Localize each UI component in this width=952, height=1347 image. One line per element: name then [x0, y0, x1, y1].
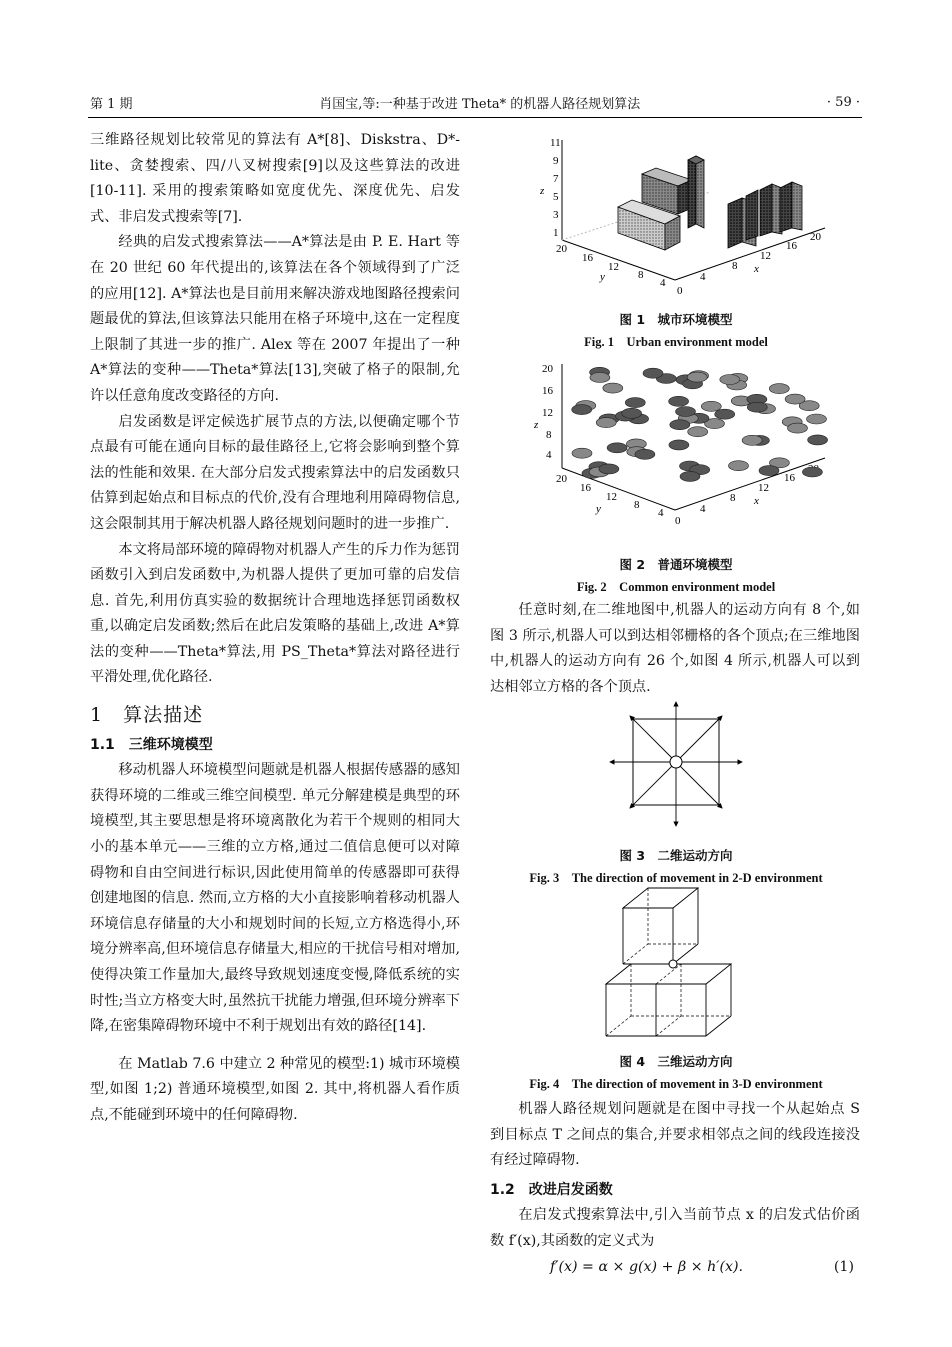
y-tick: 0 [675, 515, 681, 527]
x-axis-label: x [754, 495, 759, 507]
paragraph: 在 Matlab 7.6 中建立 2 种常见的模型:1) 城市环境模型,如图 1;2) 普通环境模型,如图 2. 其中,将机器人看作质点,不能碰到环境中的任何障碍物. [90, 1055, 460, 1123]
x-tick: 16 [784, 472, 795, 484]
z-tick: 1 [553, 227, 559, 239]
obstacle-disc [572, 405, 592, 415]
paragraph: 本文将局部环境的障碍物对机器人产生的斥力作为惩罚函数引入到启发函数中,为机器人提供了更加可靠的启发信息. 首先,利用仿真实验的数据统计合理地选择惩罚函数权重,以确定启发函数;然后在此启发策略的基础上,改进 A*算法的变种——Theta*算法,用 PS_Theta*算法对路径进行平滑处理,优化路径. [90, 541, 460, 686]
obstacle-disc [747, 402, 767, 412]
obstacle-disc [670, 420, 690, 430]
figure-1-caption-en: Fig. 1 Urban environment model [584, 335, 768, 349]
y-tick: 0 [677, 285, 683, 297]
obstacle-disc [635, 449, 655, 459]
z-tick: 12 [542, 407, 553, 419]
obstacle-disc [643, 368, 663, 378]
figure-2-caption-cn: 图 2 普通环境模型 [619, 557, 733, 572]
x-axis-label: x [754, 263, 759, 275]
z-tick: 16 [542, 385, 553, 397]
obstacle-disc [701, 401, 721, 411]
obstacle-disc [596, 418, 616, 428]
header-rule [88, 117, 862, 118]
figure-4-caption-cn: 图 4 三维运动方向 [619, 1054, 733, 1069]
subsection-heading: 1.2 改进启发函数 [490, 1181, 613, 1198]
obstacle-disc [729, 461, 749, 471]
y-tick: 8 [638, 269, 644, 281]
x-tick: 20 [810, 231, 821, 243]
figure-4-3d-directions [598, 886, 754, 1038]
z-tick: 11 [550, 137, 561, 149]
paragraph: 启发函数是评定候选扩展节点的方法,以便确定哪个节点最有可能在通向目标的最佳路径上,它将会影响到整个算法的性能和效果. 在大部分启发式搜索算法中的启发函数只估算到起始点和目标点的代价,没有合理地利用障碍物信息,这会限制其用于解决机器人路径规划问题时的进一步推广. [90, 413, 460, 532]
obstacle-disc [603, 383, 623, 393]
left-column [90, 128, 460, 1129]
y-tick: 20 [556, 473, 567, 485]
page-number: · 59 · [826, 94, 860, 110]
z-tick: 7 [553, 173, 559, 185]
obstacle-disc [669, 396, 689, 406]
figure-3-caption-en: Fig. 3 The direction of movement in 2-D environment [529, 871, 823, 885]
obstacle-disc [607, 443, 627, 453]
y-axis-label: y [596, 503, 601, 515]
y-tick: 4 [658, 507, 664, 519]
obstacle-disc [808, 435, 828, 445]
obstacle-disc [669, 440, 689, 450]
obstacle-disc [788, 423, 808, 433]
paragraph: 机器人路径规划问题就是在图中寻找一个从起始点 S 到目标点 T 之间点的集合,并要求相邻点之间的线段连接没有经过障碍物. [490, 1101, 860, 1169]
figure-2-common-model [520, 358, 850, 538]
figure-1-caption-cn: 图 1 城市环境模型 [619, 312, 733, 327]
equation-number: (1) [833, 1258, 854, 1275]
obstacle-disc [680, 471, 700, 481]
paragraph: 经典的启发式搜索算法——A*算法是由 P. E. Hart 等在 20 世纪 60 年代提出的,该算法在各个领域得到了广泛的应用[12]. A*算法也是目前用来解决游戏地图路径搜索问题最优的算法,但该算法只能用在格子环境中,这在一定程度上限制了其进一步的推广. Alex 等在 2007 年提出了一种 A*算法的变种——Theta*算法[13],突破了格子的限制,允许以任意角度改变路径的方向. [90, 234, 460, 404]
z-axis-label: z [534, 419, 539, 431]
z-tick: 4 [546, 449, 552, 461]
y-tick: 12 [606, 491, 617, 503]
obstacle-disc [759, 466, 779, 476]
y-tick: 16 [580, 482, 591, 494]
obstacle-disc [715, 409, 735, 419]
z-tick: 9 [553, 155, 559, 167]
obstacle-discs [572, 367, 828, 481]
right-column-lower [490, 1097, 860, 1280]
obstacle-disc [785, 394, 805, 404]
page-header [90, 92, 860, 112]
x-tick: 4 [700, 271, 706, 283]
obstacle-disc [622, 408, 642, 418]
y-tick: 4 [660, 277, 666, 289]
running-title: 肖国宝,等:一种基于改进 Theta* 的机器人路径规划算法 [319, 96, 641, 112]
building-blocks [618, 156, 802, 250]
obstacle-disc [742, 435, 762, 445]
x-tick: 12 [760, 250, 771, 262]
x-tick: 12 [758, 482, 769, 494]
obstacle-disc [769, 384, 789, 394]
obstacle-disc [688, 427, 708, 437]
obstacle-disc [687, 372, 707, 382]
z-tick: 3 [553, 209, 559, 221]
obstacle-disc [590, 373, 610, 383]
x-tick: 16 [786, 240, 797, 252]
paragraph: 任意时刻,在二维地图中,机器人的运动方向有 8 个,如图 3 所示,机器人可以到达相邻栅格的各个顶点;在三维地图中,机器人的运动方向有 26 个,如图 4 所示,机器人可以到达相邻立方格的各个顶点. [490, 602, 860, 695]
paragraph: 三维路径规划比较常见的算法有 A*[8]、Diskstra、D*-lite、贪婪搜索、四/八叉树搜索[9]以及这些算法的改进[10-11]. 采用的搜索策略如宽度优先、深度优先、启发式、非启发式搜索等[7]. [90, 132, 460, 225]
z-tick: 20 [542, 363, 553, 375]
z-tick: 5 [553, 191, 559, 203]
z-tick: 8 [546, 429, 552, 441]
figure-3-2d-directions [590, 698, 762, 834]
obstacle-disc [807, 414, 827, 424]
obstacle-disc [625, 398, 645, 408]
y-tick: 8 [634, 499, 640, 511]
obstacle-disc [572, 448, 592, 458]
issue-number: 第 1 期 [90, 96, 133, 112]
equation-1 [490, 1255, 860, 1281]
figure-3-caption-cn: 图 3 二维运动方向 [619, 848, 733, 863]
y-tick: 20 [556, 243, 567, 255]
obstacle-disc [720, 375, 740, 385]
x-tick: 8 [732, 260, 738, 272]
paragraph: 移动机器人环境模型问题就是机器人根据传感器的感知获得环境的二维或三维空间模型. 单元分解建模是典型的环境模型,其主要思想是将环境离散化为若干个规则的相同大小的基本单元——三维的立方格,通过二值信息便可以对障碍物和自由空间进行标识,因此使用简单的传感器即可获得创建地图的信息. 然而,立方格的大小直接影响着移动机器人环境信息存储量的大小和规划时间的长短,立方格选得小,环境分辨率高,但环境信息存储量大,相应的干扰信号相对增加,使得决策工作量加大,最终导致规划速度变慢,降低系统的实时性;当立方格变大时,虽然抗干扰能力增强,但环境分辨率下降,在密集障碍物环境中不利于规划出有效的路径[14]. [90, 762, 460, 1035]
z-axis-label: z [540, 185, 545, 197]
y-tick: 16 [582, 252, 593, 264]
obstacle-disc [599, 464, 619, 474]
section-heading: 1 算法描述 [90, 704, 204, 727]
figure-1-urban-model [520, 132, 850, 307]
subsection-heading: 1.1 三维环境模型 [90, 736, 213, 753]
figure-2-caption-en: Fig. 2 Common environment model [576, 580, 776, 594]
right-column-upper [490, 598, 860, 700]
y-axis-label: y [600, 271, 605, 283]
x-tick: 8 [730, 492, 736, 504]
paragraph: 在启发式搜索算法中,引入当前节点 x 的启发式估价函数 f′(x),其函数的定义式为 [490, 1207, 860, 1249]
obstacle-disc [802, 467, 822, 477]
figure-4-caption-en: Fig. 4 The direction of movement in 3-D environment [529, 1077, 823, 1091]
equation-body: f′(x) = α × g(x) + β × h′(x). [550, 1258, 744, 1275]
obstacle-disc [676, 407, 696, 417]
y-tick: 12 [608, 261, 619, 273]
x-tick: 4 [700, 503, 706, 515]
